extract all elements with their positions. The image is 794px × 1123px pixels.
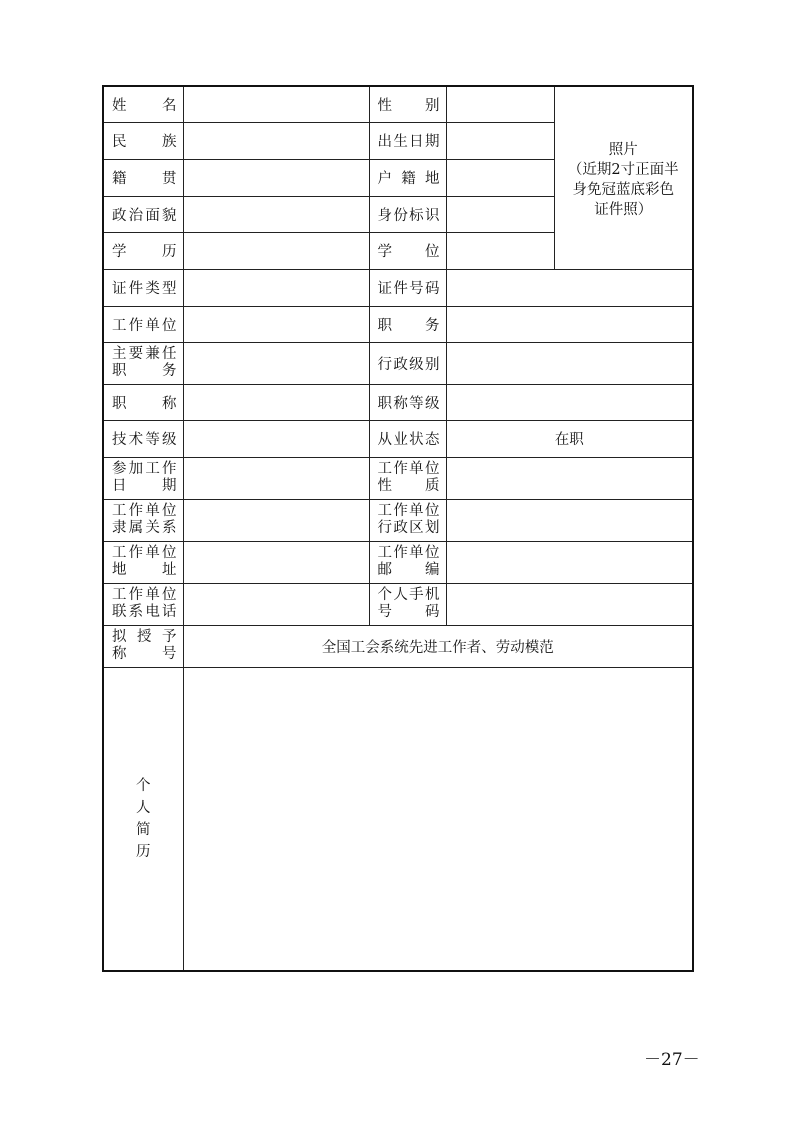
value-position[interactable] <box>446 306 693 342</box>
value-gender[interactable] <box>446 86 554 122</box>
value-name[interactable] <box>183 86 369 122</box>
label-unit-phone: 工 作 单 位 联 系 电 话 <box>103 583 183 625</box>
value-employment-status[interactable]: 在职 <box>446 420 693 457</box>
value-cert-type[interactable] <box>183 269 369 306</box>
value-work-unit[interactable] <box>183 306 369 342</box>
label-cert-type: 证 件 类 型 <box>103 269 183 306</box>
label-title-grade: 职 称 等 级 <box>369 384 446 420</box>
application-form-table <box>102 85 694 972</box>
label-native-place: 籍 贯 <box>103 159 183 196</box>
label-unit-nature: 工 作 单 位 性 质 <box>369 457 446 499</box>
value-unit-address[interactable] <box>183 541 369 583</box>
label-concurrent-position: 主 要 兼 任 职 务 <box>103 342 183 384</box>
value-household-reg[interactable] <box>446 159 554 196</box>
label-name: 姓 名 <box>103 86 183 122</box>
label-birth-date: 出 生 日 期 <box>369 122 446 159</box>
label-work-unit: 工 作 单 位 <box>103 306 183 342</box>
label-unit-address: 工 作 单 位 地 址 <box>103 541 183 583</box>
value-unit-nature[interactable] <box>446 457 693 499</box>
label-personal-resume: 个 人 简 历 <box>103 667 183 971</box>
label-position: 职 务 <box>369 306 446 342</box>
value-political-status[interactable] <box>183 196 369 232</box>
value-native-place[interactable] <box>183 159 369 196</box>
value-concurrent-position[interactable] <box>183 342 369 384</box>
value-personal-resume[interactable] <box>183 667 693 971</box>
label-gender: 性 别 <box>369 86 446 122</box>
page-number: －27－ <box>644 1050 700 1070</box>
photo-box[interactable]: 照片 （近期2寸正面半 身免冠蓝底彩色 证件照） <box>554 86 693 269</box>
label-admin-level: 行 政 级 别 <box>369 342 446 384</box>
value-unit-phone[interactable] <box>183 583 369 625</box>
label-tech-grade: 技 术 等 级 <box>103 420 183 457</box>
label-id-mark: 身 份 标 识 <box>369 196 446 232</box>
label-employment-status: 从 业 状 态 <box>369 420 446 457</box>
label-political-status: 政 治 面 貌 <box>103 196 183 232</box>
label-join-work-date: 参 加 工 作 日 期 <box>103 457 183 499</box>
value-unit-region[interactable] <box>446 499 693 541</box>
value-title[interactable] <box>183 384 369 420</box>
value-id-mark[interactable] <box>446 196 554 232</box>
label-proposed-title: 拟 授 予 称 号 <box>103 625 183 667</box>
value-title-grade[interactable] <box>446 384 693 420</box>
label-unit-postcode: 工 作 单 位 邮 编 <box>369 541 446 583</box>
label-unit-region: 工 作 单 位 行 政 区 划 <box>369 499 446 541</box>
label-ethnicity: 民 族 <box>103 122 183 159</box>
value-education[interactable] <box>183 232 369 269</box>
value-degree[interactable] <box>446 232 554 269</box>
value-join-work-date[interactable] <box>183 457 369 499</box>
value-unit-affiliation[interactable] <box>183 499 369 541</box>
value-birth-date[interactable] <box>446 122 554 159</box>
label-degree: 学 位 <box>369 232 446 269</box>
value-mobile[interactable] <box>446 583 693 625</box>
value-cert-number[interactable] <box>446 269 693 306</box>
value-admin-level[interactable] <box>446 342 693 384</box>
value-tech-grade[interactable] <box>183 420 369 457</box>
value-proposed-title[interactable]: 全国工会系统先进工作者、劳动模范 <box>183 625 693 667</box>
label-education: 学 历 <box>103 232 183 269</box>
label-mobile: 个 人 手 机 号 码 <box>369 583 446 625</box>
label-household-reg: 户 籍 地 <box>369 159 446 196</box>
label-cert-number: 证 件 号 码 <box>369 269 446 306</box>
label-title: 职 称 <box>103 384 183 420</box>
value-unit-postcode[interactable] <box>446 541 693 583</box>
label-unit-affiliation: 工 作 单 位 隶 属 关 系 <box>103 499 183 541</box>
value-ethnicity[interactable] <box>183 122 369 159</box>
